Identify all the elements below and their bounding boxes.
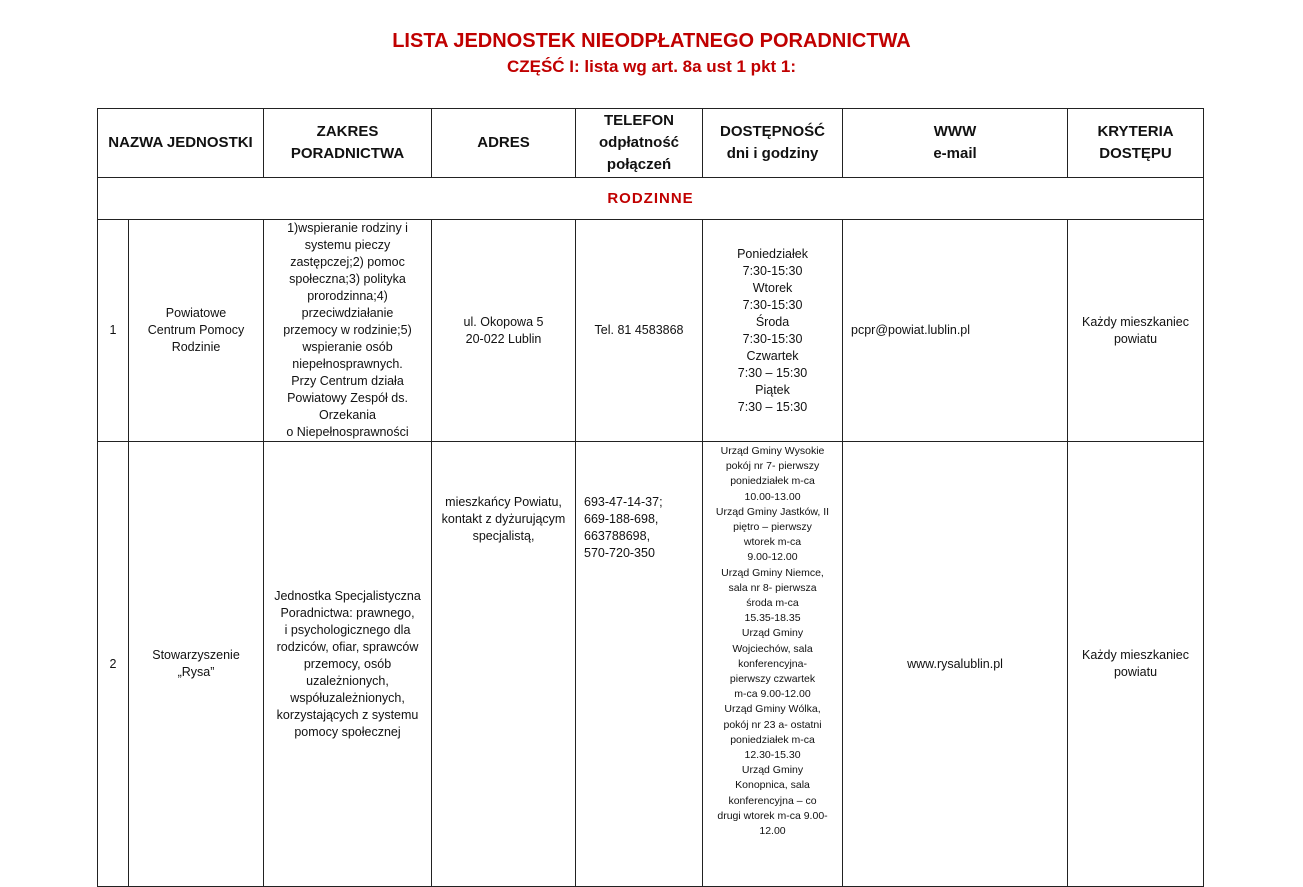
header-zakres: ZAKRES PORADNICTWA bbox=[264, 109, 432, 178]
header-nazwa: NAZWA JEDNOSTKI bbox=[98, 109, 264, 178]
criteria-cell: Każdy mieszkaniec powiatu bbox=[1068, 442, 1204, 887]
criteria-cell: Każdy mieszkaniec powiatu bbox=[1068, 220, 1204, 442]
header-row bbox=[98, 109, 1204, 178]
availability-cell: Poniedziałek 7:30-15:30 Wtorek 7:30-15:30 Środa 7:30-15:30 Czwartek 7:30 – 15:30 Piątek 7:30 – 15:30 bbox=[703, 220, 843, 442]
website-link[interactable]: www.rysalublin.pl bbox=[843, 442, 1068, 887]
title-line-1: LISTA JEDNOSTEK NIEODPŁATNEGO PORADNICTWA bbox=[392, 30, 911, 52]
table-row bbox=[98, 442, 1204, 887]
unit-name: Powiatowe Centrum Pomocy Rodzinie bbox=[129, 220, 264, 442]
row-number: 2 bbox=[98, 442, 129, 887]
section-label: RODZINNE bbox=[98, 178, 1204, 220]
phone-cell: 693-47-14-37; 669-188-698, 663788698, 570-720-350 bbox=[576, 442, 703, 887]
row-number: 1 bbox=[98, 220, 129, 442]
header-dostepnosc: DOSTĘPNOŚĆ dni i godziny bbox=[703, 109, 843, 178]
header-kryteria: KRYTERIA DOSTĘPU bbox=[1068, 109, 1204, 178]
header-adres: ADRES bbox=[432, 109, 576, 178]
title-line-2: CZĘŚĆ I: lista wg art. 8a ust 1 pkt 1: bbox=[506, 57, 797, 76]
scope-cell: 1)wspieranie rodziny i systemu pieczy zastępczej;2) pomoc społeczna;3) polityka prorodzinna;4) przeciwdziałanie przemocy w rodzinie;5) wspieranie osób niepełnosprawnych. Przy Centrum działa Powiatowy Zespół ds. Orzekania o Niepełnosprawności bbox=[264, 220, 432, 442]
document-title bbox=[0, 28, 1303, 78]
availability-cell: Urząd Gminy Wysokie pokój nr 7- pierwszy poniedziałek m-ca 10.00-13.00 Urząd Gminy Jastków, II piętro – pierwszy wtorek m-ca 9.00-12.00 Urząd Gminy Niemce, sala nr 8- pierwsza środa m-ca 15.35-18.35 Urząd Gminy Wojciechów, sala konferencyjna- pierwszy czwartek m-ca 9.00-12.00 Urząd Gminy Wólka, pokój nr 23 a- ostatni poniedziałek m-ca 12.30-15.30 Urząd Gminy Konopnica, sala konferencyjna – co drugi wtorek m-ca 9.00- 12.00 bbox=[703, 442, 843, 887]
header-www: WWW e-mail bbox=[843, 109, 1068, 178]
units-table bbox=[97, 108, 1204, 887]
header-telefon: TELEFON odpłatność połączeń bbox=[576, 109, 703, 178]
address-cell: ul. Okopowa 5 20-022 Lublin bbox=[432, 220, 576, 442]
email-link[interactable]: pcpr@powiat.lublin.pl bbox=[843, 220, 1068, 442]
address-cell: mieszkańcy Powiatu, kontakt z dyżurującym specjalistą, bbox=[432, 442, 576, 887]
table-row bbox=[98, 220, 1204, 442]
unit-name: Stowarzyszenie „Rysa” bbox=[129, 442, 264, 887]
scope-cell: Jednostka Specjalistyczna Poradnictwa: prawnego, i psychologicznego dla rodziców, ofiar, sprawców przemocy, osób uzależnionych, współuzależnionych, korzystających z systemu pomocy społecznej bbox=[264, 442, 432, 887]
section-row bbox=[98, 178, 1204, 220]
phone-cell: Tel. 81 4583868 bbox=[576, 220, 703, 442]
